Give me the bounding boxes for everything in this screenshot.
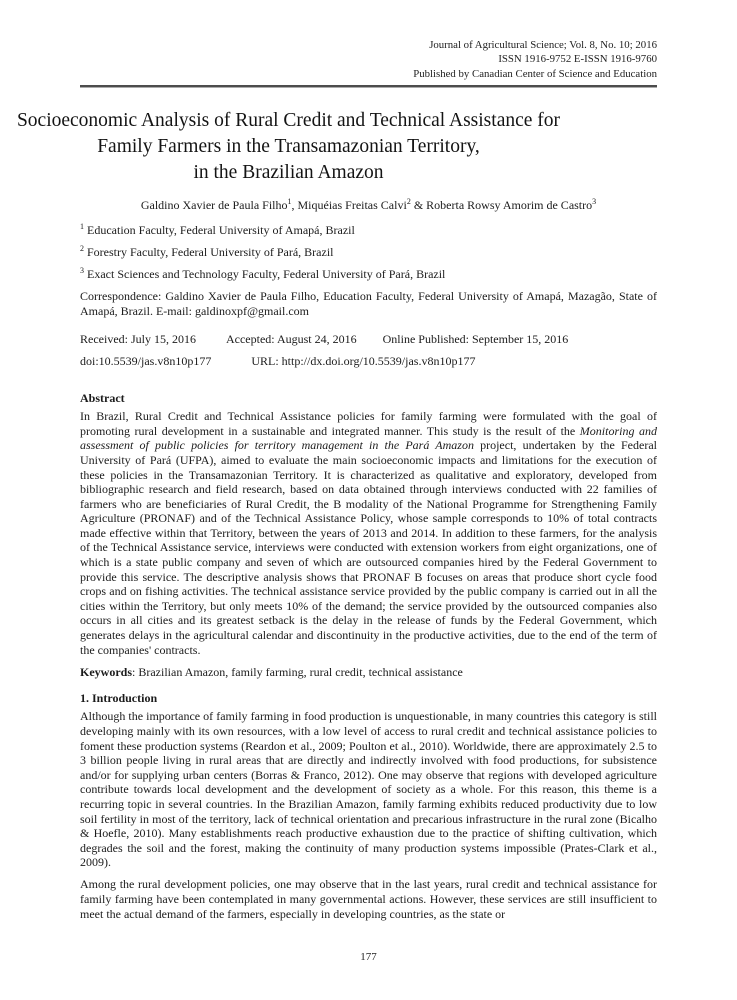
author-2: Miquéias Freitas Calvi: [297, 197, 407, 212]
publisher-line: Published by Canadian Center of Science and Education: [413, 67, 657, 80]
publication-meta-block: [80, 332, 657, 369]
abstract-section: [80, 391, 657, 679]
keywords-line: [80, 665, 657, 680]
introduction-section: [80, 691, 657, 921]
journal-header: [80, 0, 657, 81]
introduction-paragraph-2: Among the rural development policies, one may observe that in the last years, rural credit and technical assistance for family farming have been contemplated in many governmental actions. However, these services are still insufficient to meet the actual demand of the farmers, especially in developing countries, as the state or: [80, 877, 657, 921]
affiliation-1: [80, 223, 657, 238]
affiliation-1-superscript: 1: [80, 221, 84, 231]
dates-line: [80, 332, 657, 347]
affiliation-3-text: Exact Sciences and Technology Faculty, Federal University of Pará, Brazil: [84, 267, 446, 282]
affiliation-1-text: Education Faculty, Federal University of Amapá, Brazil: [84, 222, 355, 237]
doi-value: doi:10.5539/jas.v8n10p177: [80, 354, 212, 369]
introduction-paragraph-1: Although the importance of family farming in food production is unquestionable, in many countries this category is still developing mainly with its own resources, with a low level of access to rural credit and technical assistance policies to foment these production systems (Reardon et al., 2009; Poulton et al., 2010). Worldwide, there are approximately 2.5 to 3 billion people living in rural areas that are directly and indirectly involved with food productions, for subsistence and/or for supplying urban centers (Borras & Franco, 2012). One may observe that regions with developed agriculture contribute towards local development and the development of society as a whole. For this reason, this theme is a recurring topic in several countries. In the Brazilian Amazon, family farming exhibits reduced productivity due to low soil fertility in most of the territory, lack of technical orientation and precarious infrastructure in the rural zone (Bicalho & Hoefle, 2010). Many establishments reach productive exhaustion due to the practice of shifting cultivation, which degrades the soil and the forest, making the continuity of many production systems impossible (Prates-Clark et al., 2009).: [80, 709, 657, 870]
author-3-superscript: 3: [592, 196, 597, 206]
abstract-project-title: Monitoring and assessment of public policies for territory management in the Pará Amazon: [80, 423, 657, 453]
accepted-date: Accepted: August 24, 2016: [225, 332, 357, 347]
received-date: Received: July 15, 2016: [80, 332, 196, 347]
doi-line: [80, 354, 657, 369]
affiliation-2-text: Forestry Faculty, Federal University of Pará, Brazil: [84, 244, 334, 259]
keywords-text: : Brazilian Amazon, family farming, rural credit, technical assistance: [132, 664, 463, 679]
affiliation-2-superscript: 2: [80, 243, 84, 253]
author-1-superscript: 1: [287, 196, 292, 206]
affiliation-3: [80, 267, 657, 282]
header-divider-rule: [80, 85, 657, 88]
affiliation-2: [80, 245, 657, 260]
abstract-text-after: project, undertaken by the Federal University of Pará (UFPA), aimed to evaluate the main socioeconomic impacts and limitations for the execution of these policies in the Transamazonian Territory. It is characterized as qualitative and exploratory, developed from bibliographic research and field research, based on data obtained through interviews conducted with 22 families of farmers who are beneficiaries of Rural Credit, the B modality of the National Programme for Strengthening Family Agriculture (PRONAF) and of the Technical Assistance Policy, whose sample corresponds to 10% of total contracts made effective within that Territory, between the years of 2013 and 2014. In addition to these farmers, for the analysis of the Technical Assistance service, interviews were conducted with extension workers from eight organizations, one of which is a state public company and seven of which are outsourced companies hired by the Federal Government to provide this service. The descriptive analysis shows that PRONAF B focuses on areas that produce short cycle food crops and on fishing activities. The technical assistance service provided by the public company is carried out in all the cities within the Territory, but only meets 10% of the demand; the service provided by the outsourced companies also occurs in all cities and its greatest setback is the delay in the release of funds by the Federal Government, which generates delays in the agricultural calendar and discontinuity in the productive activities, due to the end of the term of the companies' contracts.: [80, 438, 657, 657]
title-line-1: Socioeconomic Analysis of Rural Credit and Technical Assistance for: [16, 109, 561, 131]
affiliation-3-superscript: 3: [80, 266, 84, 276]
author-separator: ,: [291, 197, 298, 212]
author-1: Galdino Xavier de Paula Filho: [140, 197, 288, 212]
issn-line: ISSN 1916-9752 E-ISSN 1916-9760: [498, 53, 657, 66]
author-3: Roberta Rowsy Amorim de Castro: [426, 197, 593, 212]
journal-name-line: Journal of Agricultural Science; Vol. 8, No. 10; 2016: [429, 39, 657, 51]
title-line-2: Family Farmers in the Transamazonian Territory,: [97, 135, 480, 157]
affiliations-block: [80, 223, 657, 318]
online-published-date: Online Published: September 15, 2016: [382, 332, 569, 347]
url-value: URL: http://dx.doi.org/10.5539/jas.v8n10p177: [251, 354, 476, 369]
author-separator: &: [410, 197, 427, 212]
authors-line: [80, 198, 657, 213]
title-line-3: in the Brazilian Amazon: [193, 161, 384, 183]
page-number: 177: [360, 951, 377, 963]
paper-title: [0, 108, 577, 186]
introduction-heading: 1. Introduction: [80, 691, 158, 706]
abstract-heading: Abstract: [80, 391, 125, 406]
correspondence-line: Correspondence: Galdino Xavier de Paula Filho, Education Faculty, Federal University of Amapá, Mazagão, State of Amapá, Brazil. E-mail: galdinoxpf@gmail.com: [80, 289, 657, 318]
abstract-paragraph: [80, 409, 657, 657]
author-2-superscript: 2: [406, 196, 411, 206]
abstract-text-before: In Brazil, Rural Credit and Technical Assistance policies for family farming were formulated with the goal of promoting rural development in a sustainable and integrated manner. This study is the result of the: [80, 409, 657, 438]
keywords-label: Keywords: [80, 664, 132, 679]
